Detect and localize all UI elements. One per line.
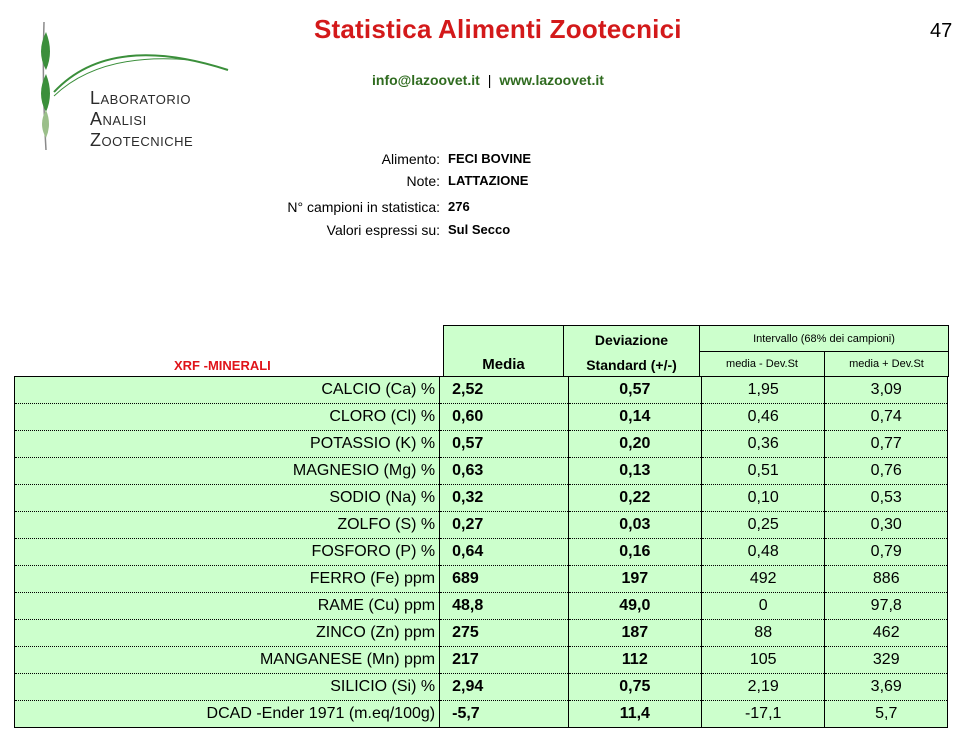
row-label: CALCIO (Ca) % [15,377,440,404]
row-media: 0,60 [440,404,569,431]
page-title: Statistica Alimenti Zootecnici [314,14,682,44]
info-value: LATTAZIONE [448,173,529,188]
row-label: SILICIO (Si) % [15,674,440,701]
table-row [15,674,948,701]
info-row-valori [0,222,964,244]
row-dev: 112 [568,647,701,674]
row-dev: 0,13 [568,458,701,485]
row-dev: 0,22 [568,485,701,512]
info-value: 276 [448,199,470,214]
header-high-label: media + Dev.St [849,358,924,370]
row-low: 0,10 [701,485,825,512]
row-low: 0,36 [701,431,825,458]
header-low [699,351,825,377]
row-label: ZINCO (Zn) ppm [15,620,440,647]
row-media: 0,64 [440,539,569,566]
row-media: 275 [440,620,569,647]
row-label: MANGANESE (Mn) ppm [15,647,440,674]
row-low: 1,95 [701,377,825,404]
table-row [15,701,948,728]
row-low: 0,46 [701,404,825,431]
row-label: MAGNESIO (Mg) % [15,458,440,485]
website-link[interactable]: www.lazoovet.it [499,72,604,88]
row-media: 0,27 [440,512,569,539]
contact-line [372,72,604,88]
row-high: 0,53 [825,485,948,512]
row-label: RAME (Cu) ppm [15,593,440,620]
header-high [824,351,949,377]
header-intervallo [699,325,949,352]
row-high: 0,79 [825,539,948,566]
table-row [15,512,948,539]
table-row [15,620,948,647]
header-deviazione [563,325,700,377]
header-low-label: media - Dev.St [726,358,798,370]
row-dev: 0,20 [568,431,701,458]
row-label: FERRO (Fe) ppm [15,566,440,593]
table-row [15,485,948,512]
logo-line-1: Laboratorio [90,88,191,108]
row-dev: 49,0 [568,593,701,620]
row-high: 329 [825,647,948,674]
logo-line-3: Zootecniche [90,130,194,150]
contact-separator: | [487,72,492,88]
row-dev: 187 [568,620,701,647]
row-media: 689 [440,566,569,593]
row-high: 462 [825,620,948,647]
row-low: 88 [701,620,825,647]
row-low: 492 [701,566,825,593]
table-row [15,593,948,620]
minerals-table [14,376,948,728]
row-label: CLORO (Cl) % [15,404,440,431]
info-label: Valori espressi su: [326,222,440,238]
row-high: 0,76 [825,458,948,485]
page-number: 47 [930,20,953,42]
row-high: 97,8 [825,593,948,620]
row-label: DCAD -Ender 1971 (m.eq/100g) [15,701,440,728]
row-media: 0,57 [440,431,569,458]
info-label: Note: [406,173,440,189]
info-row-campioni [0,199,964,221]
header-media-label: Media [482,356,525,373]
row-high: 3,09 [825,377,948,404]
table-row [15,566,948,593]
row-media: 217 [440,647,569,674]
info-value: FECI BOVINE [448,151,532,166]
row-dev: 0,16 [568,539,701,566]
email-link[interactable]: info@lazoovet.it [372,72,480,88]
row-high: 5,7 [825,701,948,728]
row-low: 0,48 [701,539,825,566]
row-label: SODIO (Na) % [15,485,440,512]
row-low: 2,19 [701,674,825,701]
info-row-note [0,173,964,195]
row-label: FOSFORO (P) % [15,539,440,566]
row-media: 48,8 [440,593,569,620]
table-row [15,377,948,404]
info-label: Alimento: [381,151,440,167]
header-media [443,325,564,377]
row-dev: 0,75 [568,674,701,701]
lab-logo [40,12,240,152]
table-row [15,458,948,485]
row-media: -5,7 [440,701,569,728]
row-label: ZOLFO (S) % [15,512,440,539]
info-label: N° campioni in statistica: [287,199,440,215]
row-dev: 197 [568,566,701,593]
logo-line-2: Analisi [90,109,147,129]
table-row [15,647,948,674]
row-low: -17,1 [701,701,825,728]
row-low: 0 [701,593,825,620]
row-media: 2,52 [440,377,569,404]
row-high: 0,74 [825,404,948,431]
row-high: 0,30 [825,512,948,539]
row-dev: 0,03 [568,512,701,539]
row-media: 2,94 [440,674,569,701]
row-high: 3,69 [825,674,948,701]
row-media: 0,32 [440,485,569,512]
row-low: 0,51 [701,458,825,485]
row-high: 0,77 [825,431,948,458]
row-dev: 11,4 [568,701,701,728]
row-label: POTASSIO (K) % [15,431,440,458]
info-row-alimento [0,151,964,173]
row-high: 886 [825,566,948,593]
table-row [15,404,948,431]
header-dev-line1: Deviazione [594,332,669,348]
table-row [15,431,948,458]
row-media: 0,63 [440,458,569,485]
row-low: 105 [701,647,825,674]
row-dev: 0,57 [568,377,701,404]
header-dev-line2: Standard (+/-) [586,357,677,373]
section-label: XRF -MINERALI [174,358,271,373]
info-value: Sul Secco [448,222,511,237]
table-row [15,539,948,566]
header-interval-label: Intervallo (68% dei campioni) [753,333,895,345]
row-dev: 0,14 [568,404,701,431]
row-low: 0,25 [701,512,825,539]
